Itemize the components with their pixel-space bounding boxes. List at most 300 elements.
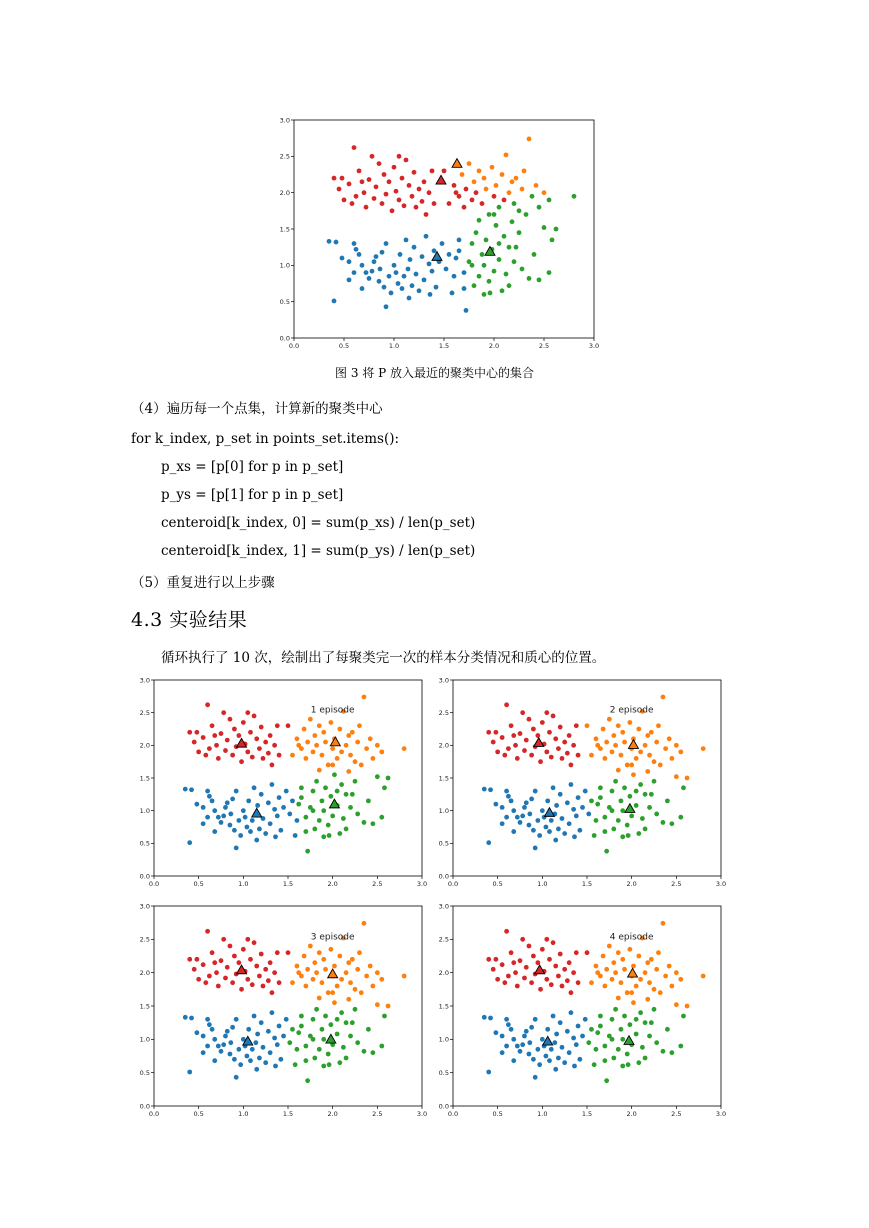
data-point-green: [305, 1078, 310, 1083]
episode4-scatter: [429, 898, 727, 1120]
data-point-green: [355, 1040, 360, 1045]
data-point-green: [619, 798, 624, 803]
data-point-orange: [330, 990, 335, 995]
data-point-red: [462, 205, 467, 210]
data-point-red: [540, 720, 545, 725]
data-point-orange: [500, 172, 505, 177]
data-point-blue: [387, 274, 392, 279]
data-point-green: [594, 1047, 599, 1052]
data-point-green: [382, 1014, 387, 1019]
data-point-blue: [488, 1016, 493, 1021]
data-point-red: [236, 733, 241, 738]
data-point-green: [314, 779, 319, 784]
data-point-orange: [314, 970, 319, 975]
data-point-red: [387, 179, 392, 184]
data-point-green: [332, 772, 337, 777]
data-point-red: [549, 982, 554, 987]
data-point-blue: [243, 815, 248, 820]
centroid-red: [534, 738, 544, 747]
data-point-orange: [330, 763, 335, 768]
data-point-blue: [527, 1040, 532, 1045]
data-point-red: [370, 154, 375, 159]
data-point-blue: [246, 1027, 251, 1032]
data-point-red: [562, 740, 567, 745]
data-point-orange: [323, 967, 328, 972]
data-point-green: [492, 212, 497, 217]
data-point-orange: [317, 768, 322, 773]
data-point-green: [321, 834, 326, 839]
data-point-green: [370, 821, 375, 826]
data-point-orange: [477, 168, 482, 173]
x-tick-label: 2.0: [488, 342, 500, 350]
data-point-blue: [384, 241, 389, 246]
data-point-green: [517, 208, 522, 213]
data-point-green: [681, 1014, 686, 1019]
data-point-orange: [656, 723, 661, 728]
data-point-green: [626, 833, 631, 838]
data-point-red: [245, 977, 250, 982]
data-point-blue: [524, 1029, 529, 1034]
x-tick-label: 1.5: [581, 880, 593, 888]
data-point-blue: [252, 785, 257, 790]
data-point-red: [569, 990, 574, 995]
data-point-blue: [440, 241, 445, 246]
data-point-orange: [368, 964, 373, 969]
data-point-orange: [296, 970, 301, 975]
data-point-blue: [221, 1042, 226, 1047]
data-point-blue: [252, 1014, 257, 1019]
data-point-orange: [467, 161, 472, 166]
data-point-green: [290, 1027, 295, 1032]
data-point-blue: [248, 1058, 253, 1063]
data-point-orange: [652, 759, 657, 764]
data-point-orange: [634, 756, 639, 761]
data-point-blue: [232, 1057, 237, 1062]
data-point-red: [480, 201, 485, 206]
data-point-orange: [669, 756, 674, 761]
data-point-green: [647, 1034, 652, 1039]
data-point-green: [303, 829, 308, 834]
data-point-green: [326, 823, 331, 828]
x-tick-label: 2.0: [626, 880, 637, 888]
data-point-green: [335, 1017, 340, 1022]
data-point-orange: [350, 957, 355, 962]
data-point-red: [270, 990, 275, 995]
data-point-orange: [357, 723, 362, 728]
data-point-red: [216, 984, 221, 989]
data-point-green: [604, 849, 609, 854]
data-point-blue: [422, 277, 427, 282]
data-point-red: [474, 190, 479, 195]
data-point-red: [219, 731, 224, 736]
data-point-red: [518, 731, 523, 736]
data-point-blue: [266, 1029, 271, 1034]
data-point-orange: [595, 970, 600, 975]
data-point-blue: [364, 270, 369, 275]
episode1-scatter: [130, 672, 428, 890]
data-point-green: [484, 238, 489, 243]
data-point-orange: [527, 136, 532, 141]
data-point-red: [236, 960, 241, 965]
data-point-red: [538, 759, 543, 764]
data-point-blue: [278, 1057, 283, 1062]
data-point-blue: [187, 1070, 192, 1075]
data-point-blue: [295, 818, 300, 823]
data-point-blue: [520, 1042, 525, 1047]
data-point-green: [303, 1058, 308, 1063]
data-point-blue: [531, 1057, 536, 1062]
data-point-green: [654, 812, 659, 817]
data-point-red: [544, 977, 549, 982]
data-point-blue: [527, 1052, 532, 1057]
data-point-red: [207, 746, 212, 751]
centroid-orange: [328, 969, 338, 978]
code-line-centroid-y: centeroid[k_index, 1] = sum(p_ys) / len(p_set): [161, 543, 476, 559]
data-point-blue: [553, 1067, 558, 1072]
data-point-blue: [241, 808, 246, 813]
data-point-blue: [430, 269, 435, 274]
data-point-green: [350, 792, 355, 797]
data-point-blue: [205, 789, 210, 794]
data-point-red: [223, 976, 228, 981]
data-point-orange: [643, 970, 648, 975]
data-point-orange: [302, 727, 307, 732]
data-point-blue: [225, 800, 230, 805]
data-point-red: [332, 176, 337, 181]
data-point-green: [665, 1027, 670, 1032]
x-tick-label: 0.5: [492, 880, 503, 888]
x-tick-label: 2.5: [671, 880, 682, 888]
data-point-orange: [594, 964, 599, 969]
data-point-orange: [610, 749, 615, 754]
data-point-blue: [572, 834, 577, 839]
data-point-green: [337, 831, 342, 836]
data-point-red: [286, 950, 291, 955]
data-point-orange: [460, 172, 465, 177]
data-point-blue: [210, 798, 215, 803]
data-point-green: [681, 785, 686, 790]
data-point-red: [228, 944, 233, 949]
data-point-blue: [236, 1047, 241, 1052]
data-point-orange: [589, 753, 594, 758]
data-point-blue: [347, 277, 352, 282]
data-point-green: [638, 1010, 643, 1015]
data-point-green: [652, 779, 657, 784]
data-point-orange: [326, 990, 331, 995]
data-point-red: [529, 980, 534, 985]
data-point-blue: [567, 1050, 572, 1055]
data-point-red: [250, 755, 255, 760]
data-point-red: [384, 192, 389, 197]
data-point-red: [257, 746, 262, 751]
data-point-red: [511, 960, 516, 965]
data-point-red: [364, 205, 369, 210]
data-point-red: [214, 743, 219, 748]
x-tick-label: 3.0: [588, 342, 600, 350]
data-point-red: [203, 980, 208, 985]
data-point-blue: [360, 286, 365, 291]
data-point-green: [527, 276, 532, 281]
data-point-blue: [234, 846, 239, 851]
results-paragraph: 循环执行了 10 次，绘制出了每聚类完一次的样本分类情况和质心的位置。: [161, 650, 606, 666]
plot-frame: [154, 680, 422, 876]
data-point-green: [305, 849, 310, 854]
data-point-orange: [362, 921, 367, 926]
data-point-red: [380, 201, 385, 206]
data-point-blue: [396, 281, 401, 286]
data-point-green: [502, 234, 507, 239]
data-point-red: [397, 154, 402, 159]
data-point-red: [531, 727, 536, 732]
data-point-red: [544, 710, 549, 715]
data-point-blue: [547, 829, 552, 834]
data-point-red: [571, 970, 576, 975]
data-point-red: [221, 710, 226, 715]
data-point-red: [422, 179, 427, 184]
data-point-blue: [410, 283, 415, 288]
data-point-green: [589, 798, 594, 803]
data-point-green: [643, 827, 648, 832]
data-point-blue: [257, 1056, 262, 1061]
y-tick-label: 3.0: [438, 902, 449, 911]
data-point-orange: [353, 759, 358, 764]
data-point-blue: [511, 808, 516, 813]
data-point-orange: [631, 1000, 636, 1005]
centroid-orange: [628, 968, 638, 977]
x-tick-label: 3.0: [416, 1110, 428, 1118]
data-point-green: [595, 802, 600, 807]
data-point-blue: [290, 798, 295, 803]
data-point-blue: [228, 1052, 233, 1057]
data-point-red: [402, 203, 407, 208]
data-point-orange: [362, 695, 367, 700]
data-point-blue: [357, 252, 362, 257]
data-point-blue: [535, 1047, 540, 1052]
data-point-orange: [375, 970, 380, 975]
data-point-orange: [348, 980, 353, 985]
data-point-green: [634, 1017, 639, 1022]
data-point-green: [321, 1064, 326, 1069]
data-point-blue: [504, 815, 509, 820]
data-point-orange: [616, 768, 621, 773]
data-point-orange: [337, 727, 342, 732]
data-point-red: [350, 201, 355, 206]
data-point-blue: [205, 1044, 210, 1049]
data-point-green: [386, 776, 391, 781]
data-point-orange: [616, 950, 621, 955]
data-point-orange: [678, 749, 683, 754]
data-point-red: [430, 168, 435, 173]
data-point-blue: [527, 812, 532, 817]
data-point-red: [569, 763, 574, 768]
data-point-blue: [551, 1014, 556, 1019]
data-point-orange: [305, 740, 310, 745]
data-point-blue: [352, 241, 357, 246]
data-point-blue: [412, 245, 417, 250]
data-point-orange: [601, 954, 606, 959]
data-point-blue: [549, 818, 554, 823]
data-point-red: [245, 749, 250, 754]
data-point-green: [572, 194, 577, 199]
data-point-red: [392, 165, 397, 170]
data-point-red: [518, 958, 523, 963]
data-point-green: [487, 212, 492, 217]
data-point-blue: [263, 831, 268, 836]
data-point-blue: [223, 1034, 228, 1039]
data-point-blue: [212, 808, 217, 813]
data-point-blue: [586, 812, 591, 817]
data-point-blue: [520, 813, 525, 818]
data-point-blue: [219, 1049, 224, 1054]
data-point-red: [232, 954, 237, 959]
data-point-red: [538, 987, 543, 992]
data-point-green: [598, 1024, 603, 1029]
y-tick-label: 1.0: [139, 806, 150, 815]
data-point-blue: [535, 818, 540, 823]
data-point-red: [504, 702, 509, 707]
data-point-red: [414, 205, 419, 210]
data-point-orange: [346, 769, 351, 774]
x-tick-label: 1.0: [537, 1110, 548, 1118]
data-point-red: [502, 198, 507, 203]
y-tick-label: 1.5: [438, 774, 449, 783]
data-point-red: [562, 967, 567, 972]
data-point-orange: [386, 1004, 391, 1009]
centroid-orange: [628, 740, 638, 749]
data-point-green: [625, 1052, 630, 1057]
data-point-orange: [337, 954, 342, 959]
data-point-red: [410, 194, 415, 199]
data-point-red: [219, 958, 224, 963]
data-point-blue: [533, 1075, 538, 1080]
data-point-green: [287, 1040, 292, 1045]
data-point-red: [558, 725, 563, 730]
data-point-blue: [234, 789, 239, 794]
data-point-blue: [457, 248, 462, 253]
data-point-green: [634, 1032, 639, 1037]
data-point-green: [494, 223, 499, 228]
data-point-green: [507, 245, 512, 250]
data-point-blue: [518, 1049, 523, 1054]
data-point-orange: [685, 1004, 690, 1009]
data-point-green: [554, 227, 559, 232]
data-point-orange: [613, 970, 618, 975]
x-tick-label: 0.0: [447, 880, 459, 888]
data-point-red: [493, 957, 498, 962]
data-point-green: [622, 1014, 627, 1019]
data-point-red: [259, 952, 264, 957]
data-point-orange: [611, 733, 616, 738]
data-point-green: [643, 792, 648, 797]
data-point-green: [311, 1017, 316, 1022]
data-point-orange: [295, 736, 300, 741]
data-point-blue: [571, 1036, 576, 1041]
x-tick-label: 2.5: [671, 1110, 682, 1118]
data-point-blue: [565, 800, 570, 805]
centroid-blue: [252, 808, 262, 817]
data-point-orange: [661, 921, 666, 926]
data-point-green: [610, 789, 615, 794]
data-point-blue: [392, 263, 397, 268]
data-point-red: [397, 198, 402, 203]
data-point-red: [250, 982, 255, 987]
data-point-orange: [674, 743, 679, 748]
data-point-red: [286, 723, 291, 728]
data-point-orange: [631, 772, 636, 777]
y-tick-label: 1.0: [279, 261, 290, 270]
data-point-orange: [658, 990, 663, 995]
data-point-green: [669, 821, 674, 826]
data-point-blue: [201, 805, 206, 810]
data-point-green: [382, 785, 387, 790]
data-point-orange: [348, 753, 353, 758]
code-line-for: for k_index, p_set in points_set.items():: [131, 431, 400, 447]
data-point-blue: [332, 299, 337, 304]
data-point-blue: [378, 267, 383, 272]
data-point-green: [665, 798, 670, 803]
data-point-orange: [312, 960, 317, 965]
data-point-orange: [658, 763, 663, 768]
data-point-blue: [500, 805, 505, 810]
data-point-blue: [270, 782, 275, 787]
data-point-blue: [574, 1042, 579, 1047]
data-point-red: [382, 172, 387, 177]
y-tick-label: 0.5: [139, 839, 150, 848]
data-point-blue: [400, 286, 405, 291]
data-point-blue: [268, 1050, 273, 1055]
data-point-orange: [647, 980, 652, 985]
data-point-blue: [287, 812, 292, 817]
data-point-green: [629, 813, 634, 818]
data-point-red: [230, 753, 235, 758]
data-point-red: [520, 710, 525, 715]
data-point-orange: [604, 967, 609, 972]
data-point-orange: [667, 736, 672, 741]
data-point-orange: [346, 960, 351, 965]
plot-frame: [294, 120, 594, 338]
y-tick-label: 0.0: [139, 1102, 150, 1111]
data-point-green: [321, 1037, 326, 1042]
data-point-blue: [464, 308, 469, 313]
data-point-blue: [562, 1060, 567, 1065]
y-tick-label: 0.5: [279, 297, 290, 306]
data-point-green: [339, 1010, 344, 1015]
data-point-green: [636, 831, 641, 836]
data-point-green: [296, 1030, 301, 1035]
y-tick-label: 3.0: [139, 902, 150, 911]
data-point-orange: [320, 753, 325, 758]
data-point-red: [277, 753, 282, 758]
data-point-blue: [515, 1044, 520, 1049]
data-point-orange: [339, 977, 344, 982]
data-point-red: [547, 957, 552, 962]
data-point-green: [312, 1056, 317, 1061]
data-point-orange: [320, 980, 325, 985]
data-point-orange: [510, 179, 515, 184]
data-point-orange: [611, 960, 616, 965]
data-point-green: [598, 785, 603, 790]
data-point-red: [266, 751, 271, 756]
data-point-green: [482, 263, 487, 268]
data-point-blue: [486, 840, 491, 845]
data-point-green: [350, 1020, 355, 1025]
data-point-red: [504, 929, 509, 934]
data-point-green: [640, 816, 645, 821]
data-point-blue: [340, 256, 345, 261]
data-point-blue: [219, 820, 224, 825]
data-point-red: [558, 952, 563, 957]
data-point-blue: [522, 1034, 527, 1039]
